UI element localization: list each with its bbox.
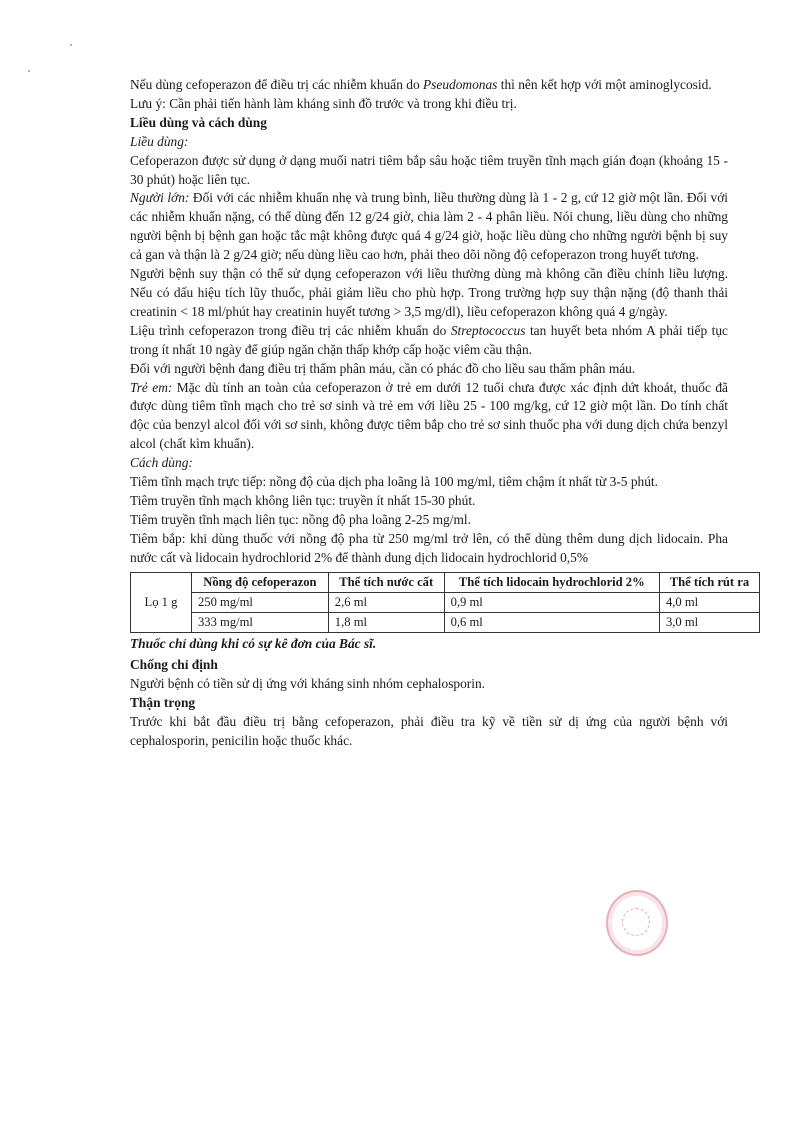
label-children: Trẻ em: [130,379,173,395]
seal-stamp-icon [606,890,668,956]
table-header: Thể tích nước cất [328,572,444,592]
table-header: Thể tích rút ra [659,572,759,592]
table-cell: 333 mg/ml [192,612,329,632]
prescription-note: Thuốc chỉ dùng khi có sự kê đơn của Bác sĩ. [130,635,377,651]
label-adults: Người lớn: [130,190,190,206]
organism-name: Pseudomonas [423,77,498,92]
text-run: Đối với các nhiễm khuẩn nhẹ và trung bình, liều thường dùng là 1 - 2 g, cứ 12 giờ một lần. Đối với các nhiễm khuẩn nặng, có thể dùng đến 12 g/24 giờ, chia làm 2 - 4 phân liều. Nói chung, liều dùng cho những người bệnh bị bệnh gan hoặc tắc mật không được quá 4 g/24 giờ, hoặc liều dùng cho những người bệnh bị suy cả gan và thận là 2 g/24 giờ; nếu dùng liều cao hơn, phải theo dõi nồng độ cefoperazon trong huyết tương. [130,190,728,263]
heading-precautions: Thận trọng [130,695,196,711]
table-cell: 3,0 ml [659,612,759,632]
text-run: Mặc dù tính an toàn của cefoperazon ở trẻ em dưới 12 tuổi chưa được xác định dứt khoát, thuốc đã được dùng tiêm tĩnh mạch cho trẻ sơ sinh và trẻ em với liều 25 - 100 mg/kg, cứ 12 giờ một lần. Do tính chất độc của benzyl alcol đối với sơ sinh, không được tiêm bắp cho trẻ sơ sinh thuốc pha với dung dịch chứa benzyl alcol (chất kìm khuẩn). [130,379,728,452]
table-header: Thể tích lidocain hydrochlorid 2% [444,572,659,592]
table-header-row [131,572,760,592]
paragraph-im: Tiêm bắp: khi dùng thuốc với nồng độ pha từ 250 mg/ml trở lên, có thể dùng thêm dung dịch lidocain. Pha nước cất và lidocain hydrochlorid 2% để thành dung dịch lidocain hydrochlorid 0,5% [130,530,728,565]
reconstitution-table [130,572,760,633]
subheading-use: Cách dùng: [130,455,193,471]
organism-name: Streptococcus [450,322,526,338]
scan-speck [28,70,30,72]
subheading-dose: Liều dùng: [130,133,189,149]
table-header: Nồng độ cefoperazon [192,572,329,592]
table-cell: 0,9 ml [444,592,659,612]
paragraph-adults [130,189,728,265]
table-cell: 0,6 ml [444,612,659,632]
table-cell: 1,8 ml [328,612,444,632]
paragraph-pseudomonas [130,76,728,95]
table-row [131,592,760,612]
table-cell: 4,0 ml [659,592,759,612]
paragraph-contraindications: Người bệnh có tiền sử dị ứng với kháng sinh nhóm cephalosporin. [130,676,486,692]
paragraph-streptococcus [130,322,728,360]
paragraph-dialysis: Đối với người bệnh đang điều trị thẩm phân máu, cần có phác đồ cho liều sau thẩm phân máu. [130,360,636,376]
heading-contraindications: Chống chỉ định [130,657,218,673]
paragraph-iv-direct: Tiêm tĩnh mạch trực tiếp: nồng độ của dịch pha loãng là 100 mg/ml, tiêm chậm ít nhất từ 3-5 phút. [130,474,658,490]
text-run: Nếu dùng cefoperazon để điều trị các nhiễm khuẩn do [130,77,423,92]
text-run: Liệu trình cefoperazon trong điều trị các nhiễm khuẩn do [130,322,451,338]
paragraph-note: Lưu ý: Cần phải tiến hành làm kháng sinh đồ trước và trong khi điều trị. [130,95,517,111]
paragraph-iv-continuous: Tiêm truyền tĩnh mạch liên tục: nồng độ pha loãng 2-25 mg/ml. [130,511,471,527]
paragraph-children [130,379,728,455]
scan-speck [70,44,72,46]
paragraph-form: Cefoperazon được sử dụng ở dạng muối natri tiêm bắp sâu hoặc tiêm truyền tĩnh mạch gián đoạn (khoảng 15 - 30 phút) hoặc liên tục. [130,152,728,187]
table-cell: 250 mg/ml [192,592,329,612]
table-cell: 2,6 ml [328,592,444,612]
table-row [131,612,760,632]
vial-label: Lọ 1 g [131,572,192,632]
document-body [130,76,750,751]
text-run: thì nên kết hợp với một aminoglycosid. [497,77,712,92]
paragraph-iv-intermittent: Tiêm truyền tĩnh mạch không liên tục: truyền ít nhất 15-30 phút. [130,492,476,508]
paragraph-precautions: Trước khi bắt đầu điều trị bằng cefoperazon, phải điều tra kỹ về tiền sử dị ứng của người bệnh với cephalosporin, penicilin hoặc thuốc khác. [130,714,728,749]
text-run: tan huyết beta nhóm A phải tiếp tục trong ít nhất 10 ngày để giúp ngăn chặn thấp khớp cấp hoặc viêm cầu thận. [130,322,728,357]
paragraph-renal: Người bệnh suy thận có thể sử dụng cefoperazon với liều thường dùng mà không cần điều chỉnh liều lượng. Nếu có dấu hiệu tích lũy thuốc, phải giảm liều cho phù hợp. Trong trường hợp suy thận nặng (độ thanh thải creatinin < 18 ml/phút hay creatinin huyết tương > 3,5 mg/dl), liều cefoperazon không quá 4 g/ngày. [130,266,728,319]
heading-dosage: Liều dùng và cách dùng [130,114,267,130]
